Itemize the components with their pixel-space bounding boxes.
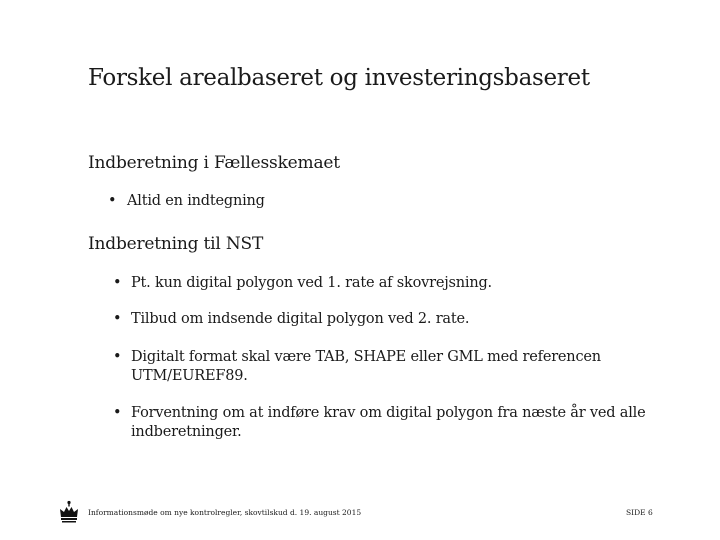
bullet-text: Pt. kun digital polygon ved 1. rate af skovrejsning.	[131, 275, 492, 291]
bullet-item	[113, 348, 633, 386]
bullet-dot: •	[113, 311, 122, 327]
bullet-text: Digitalt format skal være TAB, SHAPE eller GML med referencen UTM/EUREF89.	[131, 349, 601, 384]
crown-icon	[58, 500, 80, 524]
slide-title: Forskel arealbaseret og investeringsbaseret	[88, 65, 590, 91]
section-heading-nst: Indberetning til NST	[88, 234, 264, 254]
section-heading-faellesskemaet: Indberetning i Fællesskemaet	[88, 153, 340, 173]
bullet-dot: •	[113, 349, 122, 365]
bullet-item	[113, 310, 469, 329]
footer-text: Informationsmøde om nye kontrolregler, skovtilskud d. 19. august 2015	[88, 508, 362, 517]
bullet-item	[113, 404, 653, 442]
page-number: SIDE 6	[626, 508, 653, 517]
bullet-text: Altid en indtegning	[127, 193, 265, 209]
bullet-item	[113, 274, 492, 293]
bullet-dot: •	[108, 193, 117, 209]
bullet-text: Forventning om at indføre krav om digital polygon fra næste år ved alle indberetninger.	[131, 405, 646, 440]
bullet-dot: •	[113, 275, 122, 291]
bullet-text: Tilbud om indsende digital polygon ved 2. rate.	[131, 311, 470, 327]
bullet-dot: •	[113, 405, 122, 421]
bullet-item	[108, 192, 265, 211]
